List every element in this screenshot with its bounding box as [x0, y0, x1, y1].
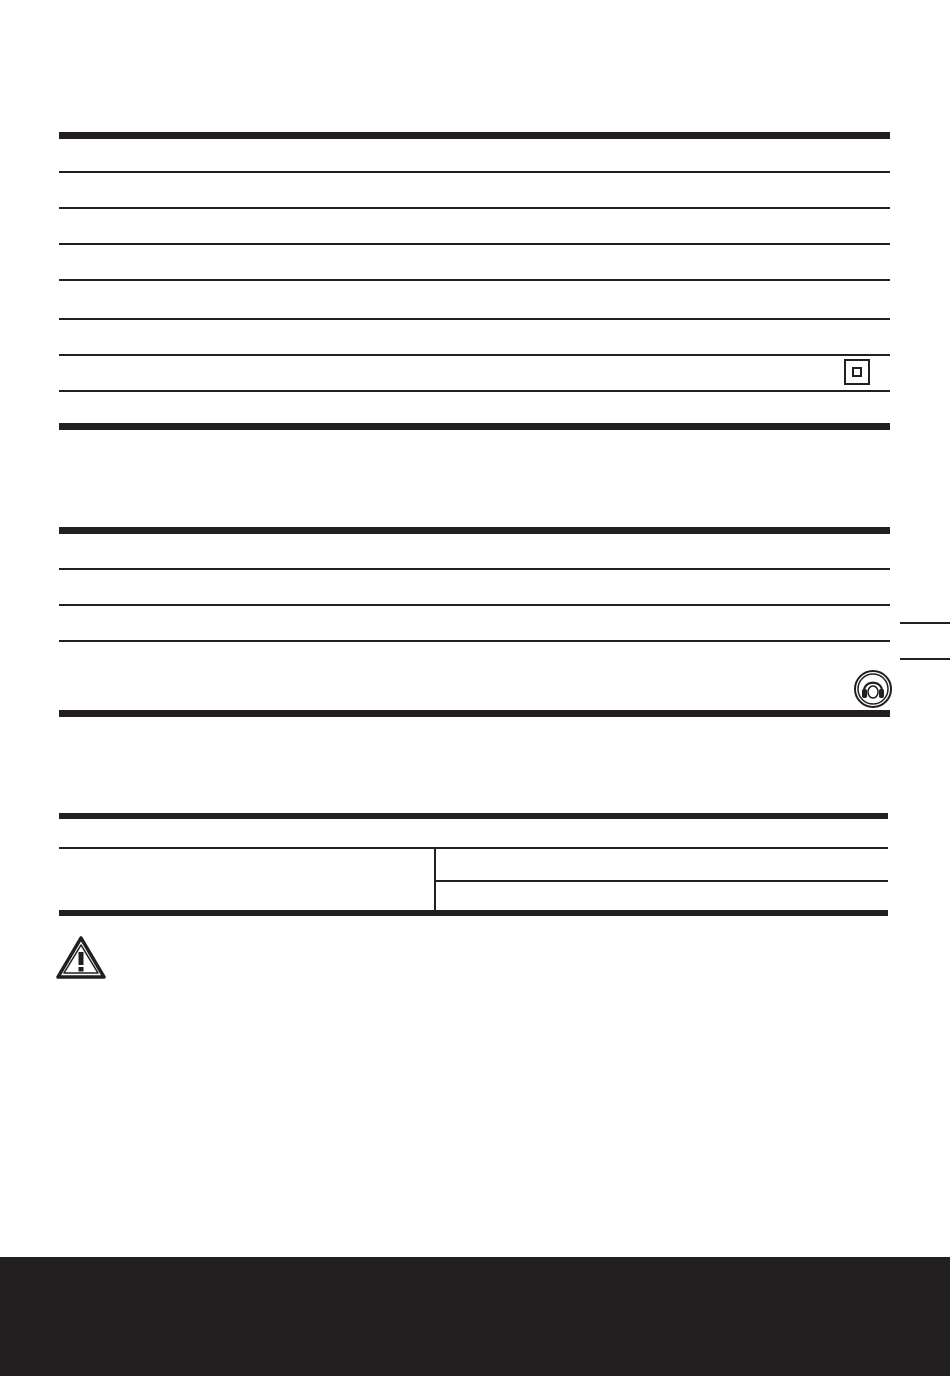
- table-bottom-rule: [59, 910, 888, 916]
- table-row-divider: [59, 568, 890, 570]
- table-bottom-rule: [59, 423, 890, 430]
- table-top-rule: [59, 527, 890, 534]
- table-row-divider: [59, 847, 888, 849]
- table-row-divider: [59, 279, 890, 281]
- warning-triangle-icon: [55, 935, 107, 981]
- table-row-divider: [59, 243, 890, 245]
- table-row-divider: [59, 390, 890, 392]
- class-ii-double-insulation-icon: [844, 359, 870, 385]
- table-row-divider: [59, 604, 890, 606]
- table-row-divider: [59, 207, 890, 209]
- footer-band: [0, 1257, 950, 1376]
- side-tab-rule: [900, 622, 950, 624]
- side-tab-rule: [900, 658, 950, 660]
- table-row-divider: [435, 880, 888, 882]
- table-bottom-rule: [59, 710, 890, 717]
- table-row-divider: [59, 640, 890, 642]
- table-top-rule: [59, 813, 888, 819]
- table-row-divider: [59, 171, 890, 173]
- wear-ear-protection-icon: [853, 669, 893, 709]
- table-top-rule: [59, 132, 890, 139]
- table-row-divider: [59, 354, 890, 356]
- table-row-divider: [59, 318, 890, 320]
